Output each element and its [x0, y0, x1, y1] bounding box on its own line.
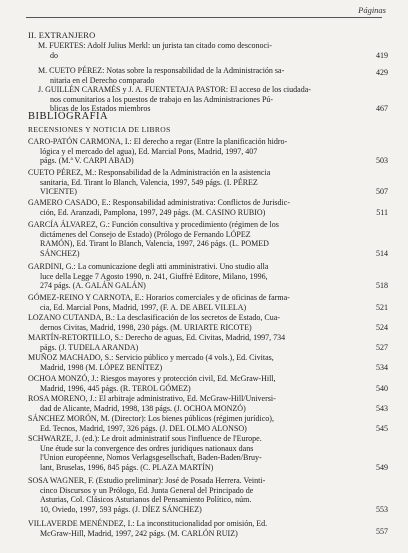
entry-line: M. CUETO PÉREZ: Notas sobre la responsabilidad de la Administración sa-	[38, 66, 285, 75]
entry-line: blicas de los Estados miembros	[50, 104, 151, 114]
page-number: 503	[376, 156, 388, 165]
entry-line: GARCÍA ÁLVAREZ, G.: Función consultiva y procedimiento (régimen de los	[28, 220, 279, 229]
entry-line: ción, Ed. Aranzadi, Pamplona, 1997, 249 págs. (M. CASINO RUBIO)	[40, 207, 266, 217]
entry-line: ROSA MORENO, J.: El arbitraje administrativo, Ed. McGraw-Hill/Universi-	[28, 394, 276, 403]
entry-line: VILLAVERDE MENÉNDEZ, I.: La inconstitucionalidad por omisión, Ed.	[28, 519, 268, 528]
bib-entry	[28, 333, 285, 352]
entry-line: págs. (M.ª V. CARPI ABAD)	[40, 156, 134, 166]
entry-line: lant, Bruselas, 1996, 845 págs. (C. PLAZA MARTÍN)	[40, 462, 214, 472]
entry-line: MUÑOZ MACHADO, S.: Servicio público y mercado (4 vols.), Ed. Civitas,	[28, 353, 274, 362]
recensiones-subtitle: RECENSIONES Y NOTICIA DE LIBROS	[28, 125, 171, 134]
page-number: 549	[376, 463, 388, 472]
entry-line: GÓMEZ-REINO Y CARNOTA, E.: Horarios comerciales y de oficinas de farma-	[28, 293, 290, 302]
bib-entry	[28, 262, 268, 291]
entry-line: págs. (J. TUDELA ARANDA)	[40, 342, 139, 352]
entry-line: nos comunitarios a los puestos de trabajo en las Administraciones Pú-	[50, 94, 274, 104]
section-ii-title: II. EXTRANJERO	[28, 30, 96, 40]
page-number: 543	[376, 404, 388, 413]
entry-line: cinco Discursos y un Prólogo, Ed. Junta General del Principado de	[40, 485, 254, 495]
bib-entry	[28, 293, 290, 312]
toc-entry	[38, 41, 272, 60]
page-number: 467	[376, 104, 388, 113]
page-number: 524	[376, 323, 388, 332]
entry-line: J. GUILLÉN CARAMÉS y J. A. FUENTETAJA PASTOR: El acceso de los ciudada-	[38, 85, 311, 94]
page-number: 511	[376, 208, 388, 217]
entry-line: SCHWARZE, J. (ed.): Le droit administratif sous l'influence de l'Europe.	[28, 434, 262, 443]
entry-line: luce della Legge 7 Agosto 1990, n. 241, Giuffrè Editore, Milano, 1996,	[40, 271, 268, 281]
entry-line: dad de Alicante, Madrid, 1998, 138 págs. (J. OCHOA MONZÓ)	[40, 403, 246, 413]
bibliografia-title: BIBLIOGRAFIA	[28, 111, 109, 122]
entry-line: dernos Civitas, Madrid, 1998, 230 págs. (M. URIARTE RICOTE)	[40, 322, 252, 332]
entry-line: do	[50, 50, 58, 60]
page-number: 518	[376, 281, 388, 290]
bib-entry	[28, 394, 276, 413]
page-number: 557	[376, 527, 388, 536]
entry-line: lógica y el mercado del agua), Ed. Marcial Pons, Madrid, 1997, 407	[40, 146, 258, 156]
entry-line: CUETO PÉREZ, M.: Responsabilidad de la Administración en la asistencia	[28, 168, 271, 177]
entry-line: McGraw-Hill, Madrid, 1997, 242 págs. (M. CARLÓN RUIZ)	[40, 528, 238, 538]
entry-line: VICENTE)	[40, 187, 77, 197]
entry-line: SÁNCHEZ MORÓN, M. (Director): Los bienes públicos (régimen jurídico),	[28, 414, 274, 423]
entry-line: l'Union européenne, Nomos Verlagsgesellschaft, Baden-Baden/Bruy-	[40, 453, 262, 463]
bib-entry	[28, 198, 290, 217]
page-number: 527	[376, 343, 388, 352]
page-number: 429	[376, 68, 388, 77]
top-rule	[26, 17, 382, 18]
entry-line: SÁNCHEZ)	[40, 248, 80, 258]
bib-entry	[28, 414, 274, 433]
entry-line: cia, Ed. Marcial Pons, Madrid, 1997, (F. A. DE ABEL VILELA)	[40, 302, 247, 312]
bib-entry	[28, 313, 280, 332]
entry-line: dictámenes del Consejo de Estado) (Prólogo de Fernando LÓPEZ	[40, 229, 251, 239]
entry-line: RAMÓN), Ed. Tirant lo Blanch, Valencia, 1997, 246 págs. (L. POMED	[40, 239, 269, 249]
entry-line: Asturias, Col. Clásicos Asturianos del Pensamiento Político, núm.	[40, 495, 252, 505]
entry-line: OCHOA MONZÓ, J.: Riesgos mayores y protección civil, Ed. McGraw-Hill,	[28, 374, 276, 383]
bib-entry	[28, 434, 262, 472]
paginas-header: Páginas	[358, 5, 386, 15]
bib-entry	[28, 519, 267, 538]
bib-entry	[28, 374, 276, 393]
entry-line: GAMERO CASADO, E.: Responsabilidad administrativa: Conflictos de Jurisdic-	[28, 198, 290, 207]
entry-line: 274 págs. (A. GALÁN GALÁN)	[40, 281, 146, 291]
toc-entry	[38, 66, 284, 85]
page-number: 545	[376, 424, 388, 433]
entry-line: GARDINI, G.: La comunicazione degli atti amministrativi. Uno studio alla	[28, 262, 269, 271]
page-number: 514	[376, 249, 388, 258]
entry-line: Ed. Tecnos, Madrid, 1997, 326 págs. (J. DEL OLMO ALONSO)	[40, 423, 247, 433]
bib-entry	[28, 476, 265, 514]
entry-line: MARTÍN-RETORTILLO, S.: Derecho de aguas, Ed. Civitas, Madrid, 1997, 734	[28, 333, 286, 342]
page-number: 507	[376, 187, 388, 196]
entry-line: CARO-PATÓN CARMONA, I.: El derecho a regar (Entre la planificación hidro-	[28, 137, 288, 146]
page-number: 419	[376, 51, 388, 60]
page-number: 540	[376, 384, 388, 393]
toc-entry	[38, 85, 311, 114]
bib-entry	[28, 137, 287, 166]
entry-line: sanitaria, Ed. Tirant lo Blanch, Valencia, 1997, 549 págs. (I. PÉREZ	[40, 177, 258, 187]
entry-line: Madrid, 1998 (M. LÓPEZ BENÍTEZ)	[40, 362, 163, 372]
page-number: 534	[376, 363, 388, 372]
entry-line: SOSA WAGNER, F. (Estudio preliminar): José de Posada Herrera. Veinti-	[28, 476, 266, 485]
entry-line: Une étude sur la convergence des ordres juridiques nationaux dans	[40, 443, 254, 453]
bib-entry	[28, 353, 274, 372]
entry-line: M. FUERTES: Adolf Julius Merkl: un jurista tan citado como desconoci-	[38, 41, 272, 50]
page-number: 553	[376, 505, 388, 514]
entry-line: LOZANO CUTANDA, B.: La desclasificación de los secretos de Estado, Cua-	[28, 313, 280, 322]
bib-entry	[28, 220, 279, 258]
entry-line: Madrid, 1996, 445 págs. (R. TEROL GÓMEZ)	[40, 383, 191, 393]
entry-line: nitaria en el Derecho comparado	[50, 75, 155, 85]
bib-entry	[28, 168, 270, 197]
entry-line: 10, Oviedo, 1997, 593 págs. (J. DÍEZ SÁNCHEZ)	[40, 504, 202, 514]
page-number: 521	[376, 303, 388, 312]
